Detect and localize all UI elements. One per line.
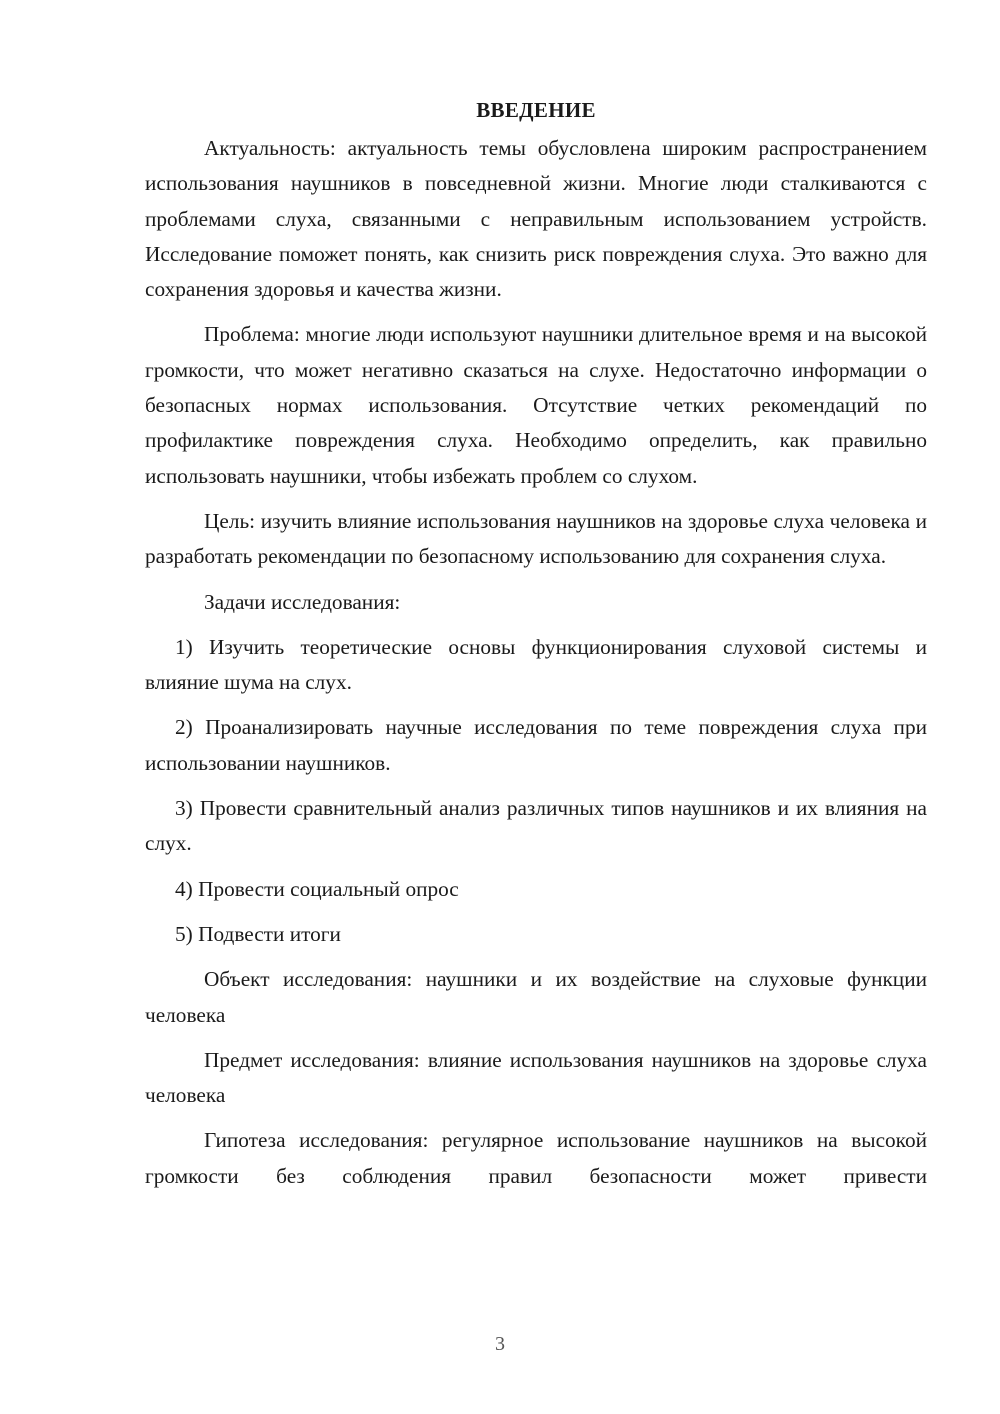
hypothesis-paragraph: Гипотеза исследования: регулярное использование наушников на высокой громкости без соблюдения правил безопасности может привести (145, 1128, 927, 1188)
task-item: 4) Провести социальный опрос (175, 876, 459, 901)
goal-paragraph: Цель: изучить влияние использования наушников на здоровье слуха человека и разработать рекомендации по безопасному использованию для сохранения слуха. (145, 508, 927, 569)
relevance-paragraph: Актуальность: актуальность темы обусловлена широким распространением использования наушников в повседневной жизни. Многие люди сталкиваются с проблемами слуха, связанными с неправильным использованием устройств. Исследование поможет понять, как снизить риск повреждения слуха. Это важно для сохранения здоровья и качества жизни. (145, 136, 927, 302)
tasks-heading: Задачи исследования: (204, 589, 401, 614)
object-paragraph: Объект исследования: наушники и их воздействие на слуховые функции человека (145, 967, 927, 1027)
task-item: 1) Изучить теоретические основы функционирования слуховой системы и влияние шума на слух. (145, 634, 927, 695)
section-title: ВВЕДЕНИЕ (476, 98, 596, 122)
document-page (145, 95, 927, 1204)
task-item: 2) Проанализировать научные исследования по теме повреждения слуха при использовании наушников. (145, 715, 927, 775)
task-item: 3) Провести сравнительный анализ различных типов наушников и их влияния на слух. (145, 796, 927, 856)
task-item: 5) Подвести итоги (175, 921, 341, 946)
page-number: 3 (495, 1333, 505, 1355)
problem-paragraph: Проблема: многие люди используют наушники длительное время и на высокой громкости, что может негативно сказаться на слухе. Недостаточно информации о безопасных нормах использования. Отсутствие четких рекомендаций по профилактике повреждения слуха. Необходимо определить, как правильно использовать наушники, чтобы избежать проблем со слухом. (145, 322, 927, 488)
subject-paragraph: Предмет исследования: влияние использования наушников на здоровье слуха человека (145, 1047, 927, 1108)
